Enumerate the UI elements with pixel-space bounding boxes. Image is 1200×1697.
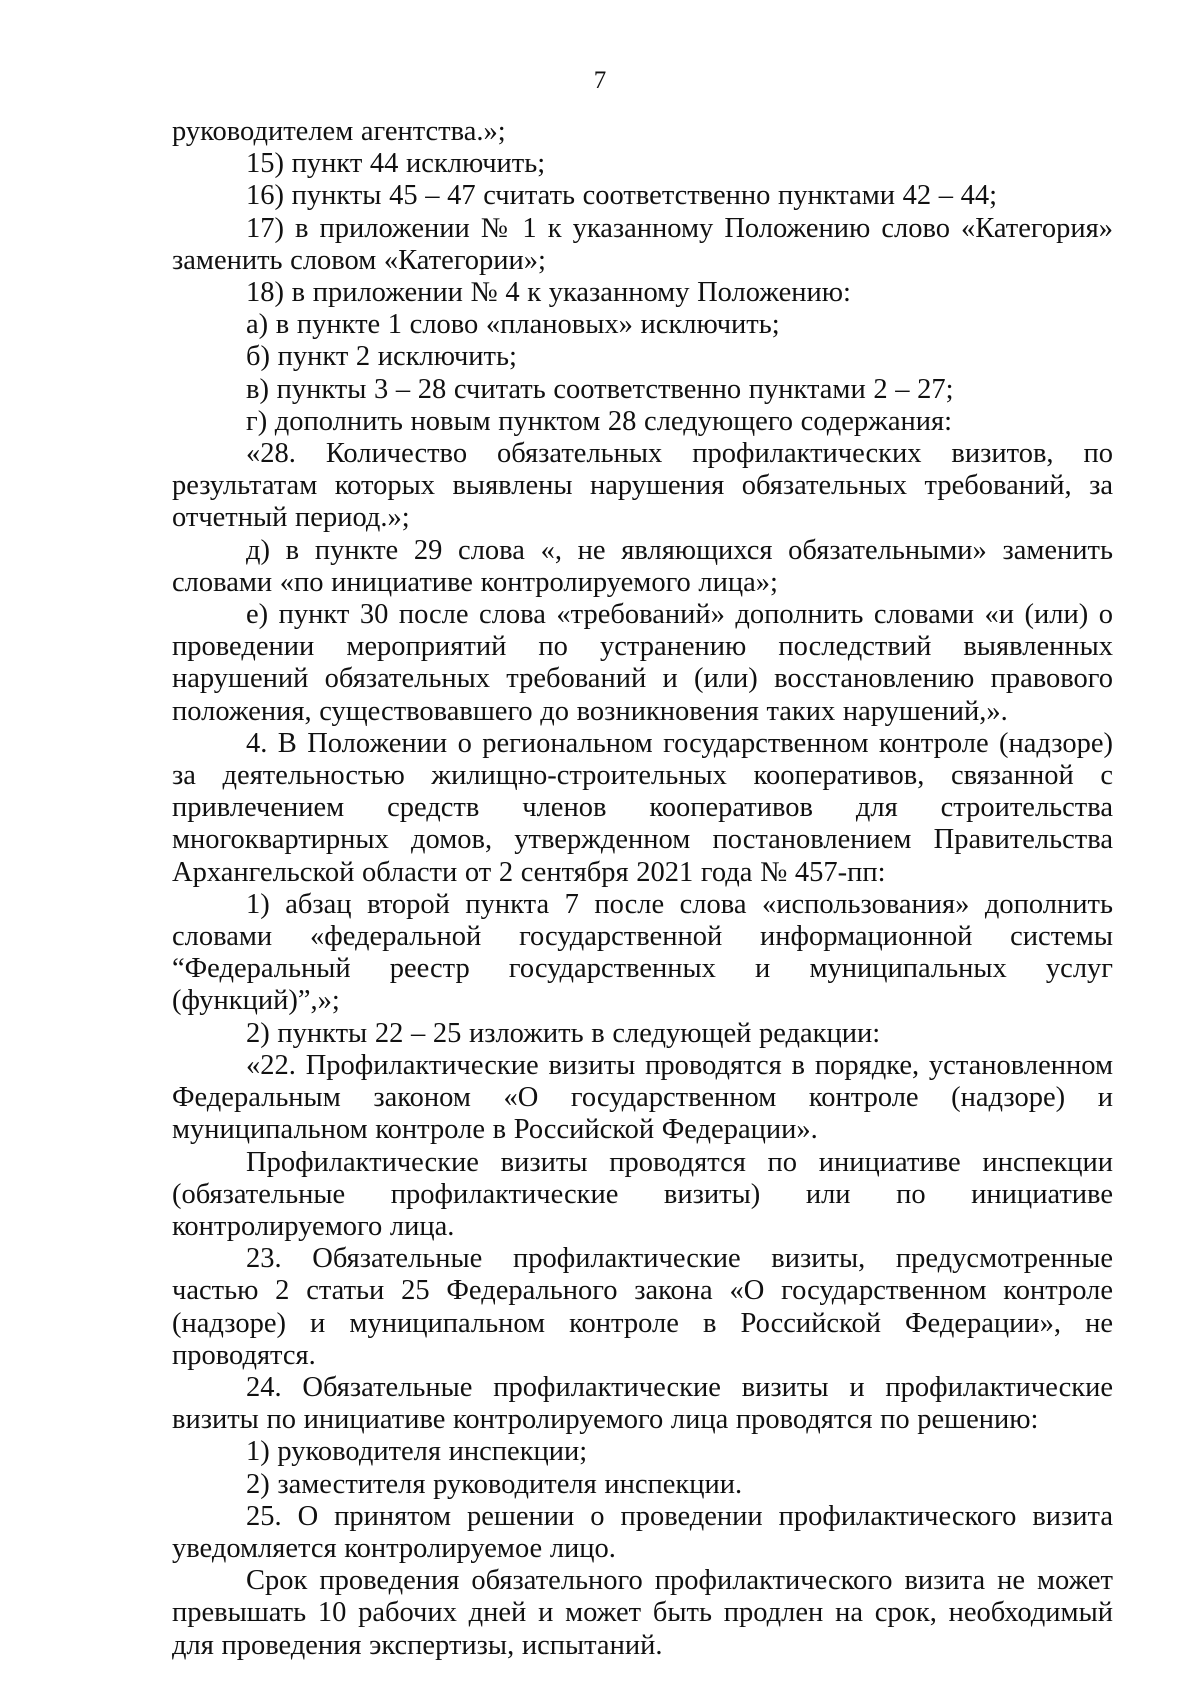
paragraph-subitem-d: д) в пункте 29 слова «, не являющихся обязательными» заменить словами «по инициативе контролируемого лица»; xyxy=(172,534,1113,598)
paragraph-quoted-item-24: 24. Обязательные профилактические визиты и профилактические визиты по инициативе контролируемого лица проводятся по решению: xyxy=(172,1371,1113,1436)
paragraph-item-22-continued: Профилактические визиты проводятся по инициативе инспекции (обязательные профилактические визиты) или по инициативе контролируемого лица. xyxy=(172,1146,1113,1242)
document-body xyxy=(172,116,1113,1662)
paragraph-continuation: руководителем агентства.»; xyxy=(172,116,506,147)
paragraph-subitem-a: а) в пункте 1 слово «плановых» исключить; xyxy=(246,309,780,341)
paragraph-item-15: 15) пункт 44 исключить; xyxy=(246,148,546,180)
paragraph-item-16: 16) пункты 45 – 47 считать соответственно пунктами 42 – 44; xyxy=(246,180,998,212)
paragraph-item-24-sub-2: 2) заместителя руководителя инспекции. xyxy=(246,1468,743,1500)
paragraph-quoted-item-23: 23. Обязательные профилактические визиты, предусмотренные частью 2 статьи 25 Федерального закона «О государственном контроле (надзоре) и муниципальном контроле в Российской Федерации», не проводятся. xyxy=(172,1243,1113,1371)
paragraph-quoted-item-25: 25. О принятом решении о проведении профилактического визита уведомляется контролируемое лицо. xyxy=(172,1500,1113,1564)
paragraph-item-17: 17) в приложении № 1 к указанному Положению слово «Категория» заменить словом «Категории»; xyxy=(172,212,1113,276)
paragraph-item-25-continued: Срок проведения обязательного профилактического визита не может превышать 10 рабочих дней и может быть продлен на срок, необходимый для проведения экспертизы, испытаний. xyxy=(172,1565,1113,1661)
paragraph-section-4-item-1: 1) абзац второй пункта 7 после слова «использования» дополнить словами «федеральной государственной информационной системы “Федеральный реестр государственных и муниципальных услуг (функций)”,»; xyxy=(172,888,1113,1017)
paragraph-item-24-sub-1: 1) руководителя инспекции; xyxy=(246,1436,588,1468)
paragraph-quoted-item-22: «22. Профилактические визиты проводятся в порядке, установленном Федеральным законом «О государственном контроле (надзоре) и муниципальном контроле в Российской Федерации». xyxy=(172,1049,1113,1146)
paragraph-subitem-e: е) пункт 30 после слова «требований» дополнить словами «и (или) о проведении мероприятий по устранению последствий выявленных нарушений обязательных требований и (или) восстановлению правового положения, существовавшего до возникновения таких нарушений,». xyxy=(172,599,1113,727)
paragraph-quoted-item-28: «28. Количество обязательных профилактических визитов, по результатам которых выявлены нарушения обязательных требований, за отчетный период.»; xyxy=(172,438,1113,534)
page-number: 7 xyxy=(593,67,607,94)
paragraph-section-4: 4. В Положении о региональном государственном контроле (надзоре) за деятельностью жилищно-строительных кооперативов, связанной с привлечением средств членов кооперативов для строительства многоквартирных домов, утвержденном постановлением Правительства Архангельской области от 2 сентября 2021 года № 457-пп: xyxy=(172,727,1113,888)
paragraph-section-4-item-2: 2) пункты 22 – 25 изложить в следующей редакции: xyxy=(246,1017,881,1049)
paragraph-subitem-b: б) пункт 2 исключить; xyxy=(246,341,517,373)
paragraph-subitem-v: в) пункты 3 – 28 считать соответственно пунктами 2 – 27; xyxy=(246,373,954,405)
paragraph-subitem-g: г) дополнить новым пунктом 28 следующего содержания: xyxy=(246,405,953,437)
paragraph-item-18: 18) в приложении № 4 к указанному Положению: xyxy=(246,277,851,309)
